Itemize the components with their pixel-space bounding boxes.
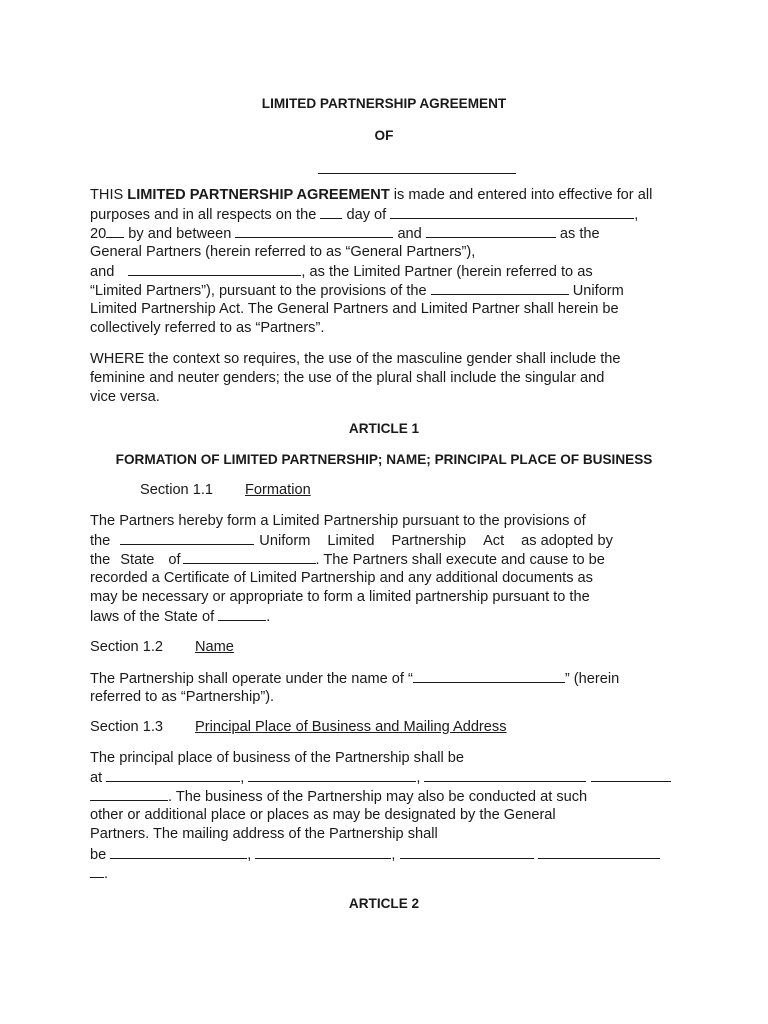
mailing-address-zip-cont-blank <box>90 864 104 878</box>
business-address-state-blank <box>424 768 586 782</box>
section-1-2-line-1: The Partnership shall operate under the name of “ ” (herein <box>90 671 620 687</box>
intro-line-1: THIS LIMITED PARTNERSHIP AGREEMENT is made and entered into effective for all <box>90 187 653 203</box>
laws-state-blank <box>218 607 266 621</box>
document-of: OF <box>374 128 394 143</box>
section-1-2-title: Name <box>195 639 234 655</box>
business-address-street-blank <box>106 768 240 782</box>
section-1-2-line-2: referred to as “Partnership”). <box>90 689 275 705</box>
intro-line-4: General Partners (herein referred to as “General Partners”), <box>90 244 476 260</box>
business-address-city-blank <box>248 768 416 782</box>
section-1-3-number: Section 1.3 <box>90 719 164 735</box>
business-address-zip-blank <box>591 768 671 782</box>
section-1-3-title: Principal Place of Business and Mailing Address <box>195 719 507 735</box>
adopting-state-blank <box>183 550 316 564</box>
section-1-1-number: Section 1.1 <box>140 482 214 498</box>
mailing-address-state-blank <box>400 845 534 859</box>
section-1-3-line-3: . The business of the Partnership may also be conducted at such <box>90 787 587 807</box>
section-1-2-number: Section 1.2 <box>90 639 164 655</box>
where-line-2: feminine and neuter genders; the use of the plural shall include the singular and <box>90 370 605 386</box>
section-1-3-line-7: . <box>90 864 108 884</box>
limited-partner-blank <box>128 262 301 276</box>
state-act-blank <box>431 281 569 295</box>
mailing-address-street-blank <box>110 845 247 859</box>
intro-line-5: and , as the Limited Partner (herein referred to as <box>90 264 593 280</box>
section-1-1-line-2: the Uniform Limited Partnership Act as adopted by <box>90 533 613 549</box>
section-1-1-line-5: may be necessary or appropriate to form a limited partnership pursuant to the <box>90 589 590 605</box>
intro-line-2: purposes and in all respects on the day of , <box>90 207 639 223</box>
month-blank <box>390 205 634 219</box>
intro-line-7: Limited Partnership Act. The General Partners and Limited Partner shall herein be <box>90 301 619 317</box>
day-blank <box>320 205 342 219</box>
section-1-1-line-4: recorded a Certificate of Limited Partnership and any additional documents as <box>90 570 593 586</box>
section-1-3-line-6: be , , <box>90 845 660 865</box>
mailing-address-city-blank <box>255 845 391 859</box>
document-title: LIMITED PARTNERSHIP AGREEMENT <box>261 96 507 111</box>
section-1-1-line-6: laws of the State of . <box>90 609 271 625</box>
intro-line-3: 20 by and between and as the <box>90 226 600 242</box>
party-name-blank <box>318 173 516 174</box>
section-1-1-line-3: the State of . The Partners shall execute and cause to be <box>90 552 605 568</box>
section-1-1-line-1: The Partners hereby form a Limited Partnership pursuant to the provisions of <box>90 513 586 529</box>
section-1-3-line-4: other or additional place or places as may be designated by the General <box>90 807 556 823</box>
general-partner-1-blank <box>235 224 393 238</box>
article-1-subheading: FORMATION OF LIMITED PARTNERSHIP; NAME; PRINCIPAL PLACE OF BUSINESS <box>115 452 653 467</box>
section-1-1-title: Formation <box>245 482 311 498</box>
article-2-heading: ARTICLE 2 <box>348 896 420 911</box>
mailing-address-zip-blank <box>538 845 660 859</box>
section-1-3-line-2: at , , <box>90 768 671 788</box>
partnership-name-blank <box>413 669 565 683</box>
article-1-heading: ARTICLE 1 <box>348 421 420 436</box>
intro-line-8: collectively referred to as “Partners”. <box>90 320 325 336</box>
section-1-3-line-5: Partners. The mailing address of the Partnership shall <box>90 826 438 842</box>
business-address-zip-cont-blank <box>90 787 168 801</box>
act-state-blank <box>120 531 254 545</box>
where-line-3: vice versa. <box>90 389 160 405</box>
general-partner-2-blank <box>426 224 556 238</box>
intro-line-6: “Limited Partners”), pursuant to the provisions of the Uniform <box>90 283 624 299</box>
where-line-1: WHERE the context so requires, the use of the masculine gender shall include the <box>90 351 621 367</box>
year-blank <box>106 224 124 238</box>
section-1-3-line-1: The principal place of business of the Partnership shall be <box>90 750 464 766</box>
